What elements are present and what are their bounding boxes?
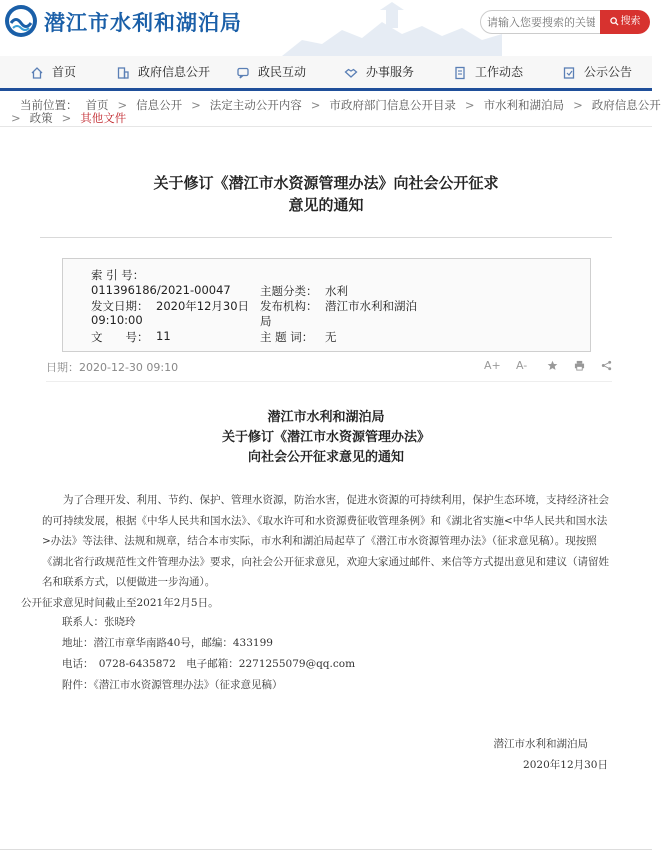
search-icon — [610, 17, 619, 26]
breadcrumb-link[interactable]: 法定主动公开内容 — [209, 98, 302, 112]
chat-icon — [236, 66, 250, 80]
meta-index-label: 索 引 号： — [91, 268, 145, 282]
signature-org: 潜江市水利和湖泊局 — [493, 738, 588, 750]
nav-item-notices[interactable] — [562, 56, 632, 88]
nav-item-home[interactable] — [30, 56, 76, 88]
deadline-text: 公开征求意见时间截止至2021年2月5日。 — [21, 596, 219, 609]
breadcrumb-separator: > — [191, 98, 201, 112]
nav-item-news[interactable] — [453, 56, 523, 88]
nav-item-label: 公示公告 — [584, 65, 633, 79]
breadcrumb-link[interactable]: 政策 — [29, 111, 53, 125]
publish-date: 日期：2020-12-30 09:10 — [46, 361, 179, 374]
logo-icon[interactable] — [4, 4, 38, 38]
skyline-watermark-icon — [282, 0, 502, 56]
handshake-icon — [344, 66, 358, 80]
page-title — [0, 172, 652, 216]
meta-topic-label: 主题分类： — [260, 284, 318, 298]
breadcrumb-current[interactable]: 其他文件 — [80, 111, 127, 125]
meta-topic-value: 水利 — [325, 284, 348, 298]
breadcrumb-separator: > — [11, 111, 21, 125]
meta-date-value: 2020年12月30日 — [156, 299, 250, 313]
meta-index-value: 011396186/2021-00047 — [91, 283, 231, 297]
body-title-line: 关于修订《潜江市水资源管理办法》 — [221, 430, 430, 445]
breadcrumb-separator: > — [573, 98, 583, 112]
breadcrumb — [0, 96, 661, 126]
meta-org-value: 潜江市水利和湖泊 — [325, 299, 417, 313]
home-icon — [30, 66, 44, 80]
nav-item-label: 工作动态 — [475, 65, 524, 79]
breadcrumb-separator: > — [61, 111, 72, 125]
meta-docno-value: 11 — [156, 329, 171, 343]
meta-keyword-value: 无 — [325, 330, 337, 344]
print-icon[interactable] — [574, 360, 585, 371]
nav-item-gov-info[interactable] — [116, 56, 210, 88]
meta-date-time: 09:10:00 — [91, 313, 143, 327]
body-paragraph — [21, 490, 612, 613]
nav-item-label: 办事服务 — [366, 65, 415, 79]
body-paragraph-text: 为了合理开发、利用、节约、保护、管理水资源，防治水害，促进水资源的可持续利用，保护生态环境，支持经济社会的可持续发展，根据《中华人民共和国水法》、《取水许可和水资源费征收管理条例》和《湖北省实施<中华人民共和国水法>办法》等法律、法规和规章，结合本市实际，市水利和湖泊局起草了《潜江市水资源管理办法》（征求意见稿）。现按照《湖北省行政规范性文件管理办法》要求，向社会公开征求意见，欢迎大家通过邮件、来信等方式提出意见和建议（请留姓名和联系方式，以便做进一步沟通）。 — [42, 494, 609, 588]
search-box — [480, 10, 602, 34]
breadcrumb-link[interactable]: 信息公开 — [136, 98, 183, 112]
search-button-label: 搜索 — [620, 16, 641, 27]
star-icon[interactable] — [547, 360, 558, 371]
body-title-line: 向社会公开征求意见的通知 — [247, 450, 404, 465]
nav-item-label: 政府信息公开 — [138, 65, 211, 79]
meta-org-value-cont: 局 — [260, 314, 272, 328]
nav-item-interaction[interactable] — [236, 56, 306, 88]
contact-phone: 电话： 0728-6435872 电子邮箱：2271255079@qq.com — [62, 658, 356, 670]
footer-divider — [0, 849, 652, 850]
site-header — [0, 0, 652, 56]
breadcrumb-prefix: 当前位置： — [20, 98, 78, 112]
font-decrease-button[interactable]: A- — [516, 359, 528, 372]
meta-org-label: 发布机构： — [260, 299, 318, 313]
page-title-line: 关于修订《潜江市水资源管理办法》向社会公开征求 — [153, 174, 499, 192]
search-input[interactable] — [481, 13, 601, 33]
nav-item-services[interactable] — [344, 56, 414, 88]
breadcrumb-separator: > — [464, 98, 475, 112]
meta-keyword-label: 主 题 词： — [260, 330, 314, 344]
site-title[interactable]: 潜江市水利和湖泊局 — [44, 11, 242, 35]
share-icon[interactable] — [601, 360, 612, 371]
contact-person: 联系人：张晓玲 — [62, 616, 136, 628]
attachment-link[interactable]: 附件：《潜江市水资源管理办法》（征求意见稿） — [62, 679, 283, 691]
building-icon — [116, 66, 130, 80]
breadcrumb-link[interactable]: 市政府部门信息公开目录 — [329, 98, 456, 112]
font-increase-button[interactable]: A+ — [484, 359, 501, 372]
signature-date: 2020年12月30日 — [523, 759, 608, 771]
meta-docno-label: 文 号： — [91, 330, 149, 344]
title-divider — [40, 237, 612, 238]
document-meta-table — [62, 258, 591, 352]
search-button[interactable] — [600, 10, 650, 34]
main-nav — [0, 56, 652, 91]
content-divider — [0, 126, 652, 127]
contact-address: 地址：潜江市章华南路40号，邮编：433199 — [62, 637, 273, 649]
article-toolbar — [46, 359, 612, 382]
breadcrumb-link[interactable]: 政府信息公开 — [591, 98, 661, 112]
nav-item-label: 首页 — [52, 65, 77, 79]
body-title — [0, 408, 652, 468]
nav-item-label: 政民互动 — [258, 65, 307, 79]
breadcrumb-separator: > — [117, 98, 128, 112]
meta-date-label: 发文日期： — [91, 299, 149, 313]
breadcrumb-separator: > — [310, 98, 321, 112]
breadcrumb-link[interactable]: 首页 — [85, 98, 109, 112]
body-title-line: 潜江市水利和湖泊局 — [267, 410, 385, 425]
breadcrumb-link[interactable]: 市水利和湖泊局 — [483, 98, 565, 112]
notice-icon — [562, 66, 576, 80]
document-icon — [453, 66, 467, 80]
page-title-line: 意见的通知 — [288, 196, 364, 214]
